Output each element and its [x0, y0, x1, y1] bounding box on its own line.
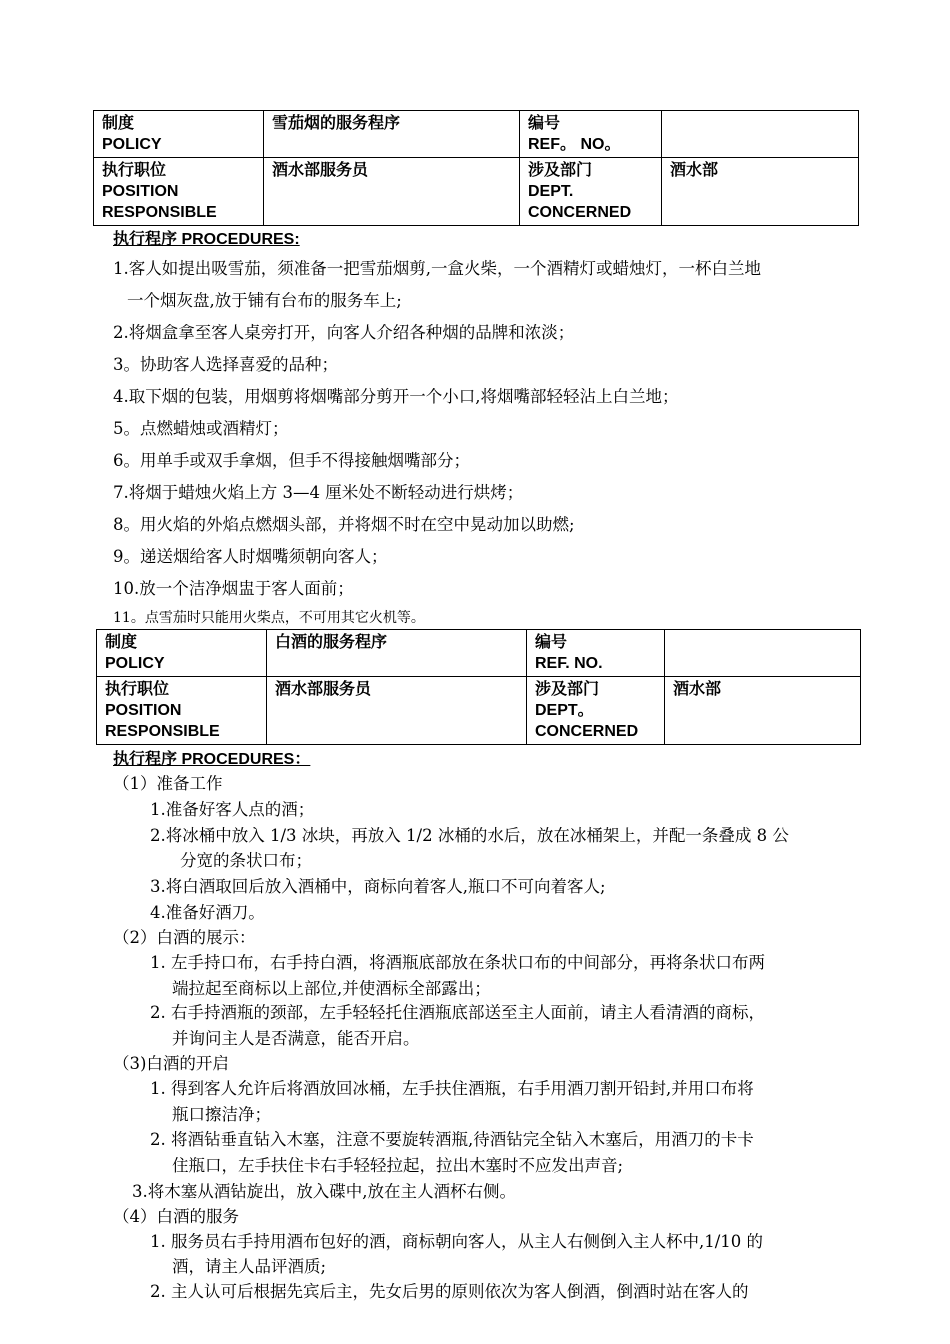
position-label-cn: 执行职位 [102, 162, 167, 179]
dept-label-en2: CONCERNED [535, 723, 639, 740]
dept-label-en1: DEPT. [528, 183, 574, 200]
procedure-step-cont: 并询问主人是否满意，能否开启。 [172, 1029, 420, 1048]
subsection-heading: （3)白酒的开启 [113, 1054, 229, 1073]
position-label-cell [97, 677, 267, 745]
policy-label-cell [94, 111, 264, 158]
position-label-en1: POSITION [102, 183, 179, 200]
policy-title: 白酒的服务程序 [275, 634, 388, 651]
subsection-heading: （1）准备工作 [113, 774, 223, 793]
procedure-step: 1. 左手持口布，右手持白酒，将酒瓶底部放在条状口布的中间部分，再将条状口布两 [150, 953, 765, 972]
ref-label-cn: 编号 [528, 115, 561, 132]
dept-value: 酒水部 [673, 681, 722, 698]
position-value-cell [264, 158, 520, 226]
procedure-step: 3.将木塞从酒钻旋出，放入碟中,放在主人酒杯右侧。 [132, 1182, 516, 1201]
dept-value-cell [665, 677, 861, 745]
policy-label-cell [97, 630, 267, 677]
procedure-step: 1. 服务员右手持用酒布包好的酒，商标朝向客人，从主人右侧倒入主人杯中,1/10 的 [150, 1232, 764, 1251]
dept-label-cell [527, 677, 665, 745]
ref-label-en: REF. NO. [535, 655, 603, 672]
policy-title-cell [264, 111, 520, 158]
ref-value-cell [665, 630, 861, 677]
procedure-step: 3.将白酒取回后放入酒桶中，商标向着客人,瓶口不可向着客人; [150, 877, 606, 896]
position-label-en2: RESPONSIBLE [102, 204, 217, 221]
dept-label-en1: DEPT。 [535, 702, 594, 719]
procedure-step: 11。点雪茄时只能用火柴点，不可用其它火机等。 [113, 610, 425, 626]
procedure-step: 2. 将酒钻垂直钻入木塞，注意不要旋转酒瓶,待酒钻完全钻入木塞后，用酒刀的卡卡 [150, 1130, 754, 1149]
policy-label-en: POLICY [105, 655, 165, 672]
policy-title-cell [267, 630, 527, 677]
dept-label-cell [520, 158, 662, 226]
procedure-step-cont: 住瓶口，左手扶住卡右手轻轻拉起，拉出木塞时不应发出声音; [172, 1156, 624, 1175]
position-value: 酒水部服务员 [272, 162, 369, 179]
procedure-step: 5。点燃蜡烛或酒精灯； [113, 419, 289, 438]
dept-value-cell [662, 158, 859, 226]
procedure-step: 2.将烟盒拿至客人桌旁打开，向客人介绍各种烟的品牌和浓淡； [113, 323, 575, 342]
procedure-step: 1. 得到客人允许后将酒放回冰桶，左手扶住酒瓶，右手用酒刀割开铅封,并用口布将 [150, 1079, 754, 1098]
procedure-step-cont: 端拉起至商标以上部位,并使酒标全部露出； [172, 979, 491, 998]
procedures-heading: 执行程序 PROCEDURES: [113, 231, 300, 248]
position-label-cell [94, 158, 264, 226]
procedure-step: 9。递送烟给客人时烟嘴须朝向客人； [113, 547, 388, 566]
ref-label-en: REF。 NO。 [528, 136, 621, 153]
ref-label-cell [520, 111, 662, 158]
dept-label-cn: 涉及部门 [535, 681, 600, 698]
position-label-cn: 执行职位 [105, 681, 170, 698]
procedure-step: 4.准备好酒刀。 [150, 903, 265, 922]
policy-label-cn: 制度 [105, 634, 138, 651]
policy-header-table-2 [96, 629, 861, 745]
procedure-step: 10.放一个洁净烟盅于客人面前； [113, 579, 354, 598]
policy-label-cn: 制度 [102, 115, 135, 132]
procedure-step: 1.客人如提出吸雪茄，须准备一把雪茄烟剪,一盒火柴，一个酒精灯或蜡烛灯，一杯白兰地 [113, 259, 761, 278]
dept-label-en2: CONCERNED [528, 204, 632, 221]
procedure-step: 2. 主人认可后根据先宾后主，先女后男的原则依次为客人倒酒，倒酒时站在客人的 [150, 1282, 749, 1301]
position-value: 酒水部服务员 [275, 681, 372, 698]
ref-label-cn: 编号 [535, 634, 568, 651]
procedure-step: 2.将冰桶中放入 1/3 冰块，再放入 1/2 冰桶的水后，放在冰桶架上，并配一条叠成 8 公 [150, 826, 789, 845]
dept-value: 酒水部 [670, 162, 719, 179]
procedure-step: 1.准备好客人点的酒； [150, 800, 315, 819]
procedure-step-cont: 瓶口擦洁净； [172, 1105, 271, 1124]
procedures-heading: 执行程序 PROCEDURES： [113, 751, 311, 768]
policy-header-table-1 [93, 110, 859, 226]
procedure-step: 6。用单手或双手拿烟，但手不得接触烟嘴部分； [113, 451, 470, 470]
ref-label-cell [527, 630, 665, 677]
procedure-step: 2. 右手持酒瓶的颈部，左手轻轻托住酒瓶底部送至主人面前，请主人看清酒的商标， [150, 1003, 765, 1022]
subsection-heading: （2）白酒的展示： [113, 928, 256, 947]
position-label-en2: RESPONSIBLE [105, 723, 220, 740]
procedure-step: 3。协助客人选择喜爱的品种； [113, 355, 338, 374]
procedure-step: 7.将烟于蜡烛火焰上方 3—4 厘米处不断轻动进行烘烤； [113, 483, 524, 502]
procedure-step-cont: 分宽的条状口布； [180, 851, 312, 870]
position-value-cell [267, 677, 527, 745]
dept-label-cn: 涉及部门 [528, 162, 593, 179]
subsection-heading: （4）白酒的服务 [113, 1207, 239, 1226]
policy-title: 雪茄烟的服务程序 [272, 115, 401, 132]
procedure-step-cont: 一个烟灰盘,放于铺有台布的服务车上; [127, 291, 402, 310]
ref-value-cell [662, 111, 859, 158]
policy-label-en: POLICY [102, 136, 162, 153]
procedure-step-cont: 酒，请主人品评酒质; [172, 1257, 327, 1276]
procedure-step: 4.取下烟的包装，用烟剪将烟嘴部分剪开一个小口,将烟嘴部轻轻沾上白兰地； [113, 387, 679, 406]
procedure-step: 8。用火焰的外焰点燃烟头部，并将烟不时在空中晃动加以助燃; [113, 515, 575, 534]
position-label-en1: POSITION [105, 702, 182, 719]
